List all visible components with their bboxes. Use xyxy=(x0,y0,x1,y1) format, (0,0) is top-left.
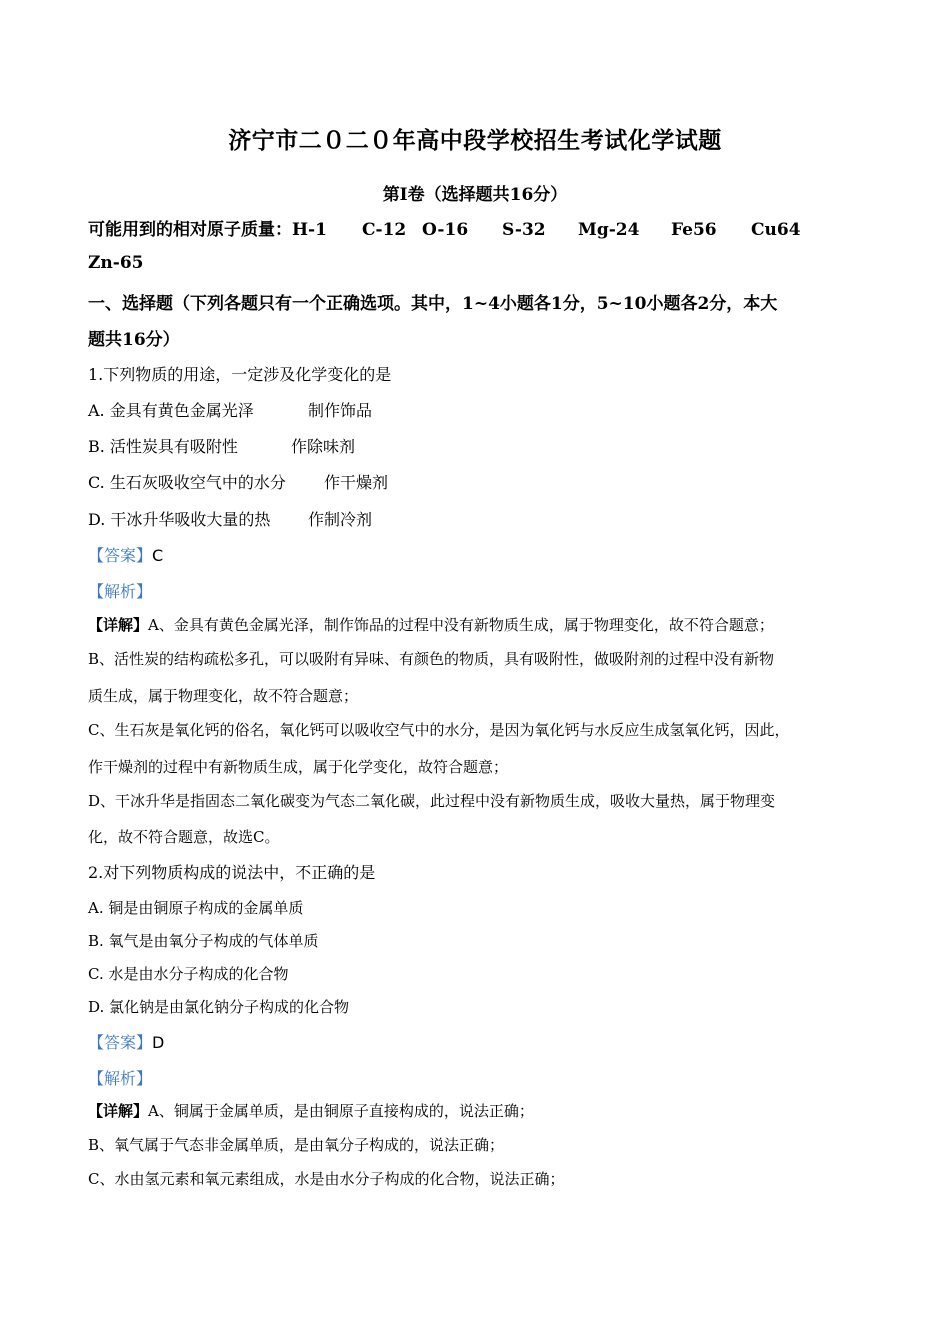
q2-option: C. 水是由水分子构成的化合物 xyxy=(88,965,289,983)
atomic-mass-item: S-32 xyxy=(502,220,546,240)
q2-option: B. 氧气是由氧分子构成的气体单质 xyxy=(88,932,319,950)
q1-option-use: 制作饰品 xyxy=(308,401,373,420)
q1-answer xyxy=(88,543,163,566)
detail-text: A、金具有黄色金属光泽，制作饰品的过程中没有新物质生成，属于物理变化，故不符合题意； xyxy=(148,616,774,634)
section-heading-line2: 题共16分） xyxy=(88,330,180,350)
q2-answer xyxy=(88,1030,164,1053)
q1-detail-line: D、干冰升华是指固态二氧化碳变为气态二氧化碳，此过程中没有新物质生成，吸收大量热，属于物理变 xyxy=(88,792,776,810)
atomic-mass-item: H-1 xyxy=(292,220,327,240)
q2-detail-line xyxy=(88,1100,534,1121)
section-subtitle: 第I卷（选择题共16分） xyxy=(382,185,568,205)
q1-detail-line xyxy=(88,614,774,635)
q2-option: A. 铜是由铜原子构成的金属单质 xyxy=(88,899,304,917)
q1-detail-line: 作干燥剂的过程中有新物质生成，属于化学变化，故符合题意； xyxy=(88,758,509,776)
q2-option: D. 氯化钠是由氯化钠分子构成的化合物 xyxy=(88,998,350,1016)
q1-detail-line: B、活性炭的结构疏松多孔，可以吸附有异味、有颜色的物质，具有吸附性，做吸附剂的过程中没有新物 xyxy=(88,650,775,668)
detail-label: 【详解】 xyxy=(88,1102,149,1120)
detail-text: A、铜属于金属单质，是由铜原子直接构成的，说法正确； xyxy=(148,1102,534,1120)
q1-option-use: 作制冷剂 xyxy=(308,510,373,529)
atomic-mass-item: Cu64 xyxy=(751,220,801,240)
q2-detail-line: C、水由氢元素和氧元素组成，水是由水分子构成的化合物，说法正确； xyxy=(88,1170,565,1188)
atomic-mass-item: O-16 xyxy=(422,220,469,240)
q1-option-property: D. 干冰升华吸收大量的热 xyxy=(88,510,271,529)
q1-analysis-label: 【解析】 xyxy=(88,582,153,601)
q2-detail-line: B、氧气属于气态非金属单质，是由氧分子构成的，说法正确； xyxy=(88,1136,505,1154)
answer-value: D xyxy=(152,1033,165,1052)
q2-stem: 2.对下列物质构成的说法中，不正确的是 xyxy=(88,863,376,882)
q1-detail-line: 质生成，属于物理变化，故不符合题意； xyxy=(88,687,359,705)
q1-option-property: C. 生石灰吸收空气中的水分 xyxy=(88,473,286,492)
answer-value: C xyxy=(152,546,164,565)
q1-option xyxy=(88,470,388,493)
exam-title: 济宁市二０二０年高中段学校招生考试化学试题 xyxy=(228,127,722,154)
q2-analysis-label: 【解析】 xyxy=(88,1069,153,1088)
atomic-mass-last: Zn-65 xyxy=(88,253,144,273)
q1-option-use: 作干燥剂 xyxy=(324,473,389,492)
q1-option-property: B. 活性炭具有吸附性 xyxy=(88,437,238,456)
q1-option-use: 作除味剂 xyxy=(291,437,356,456)
q1-option xyxy=(88,434,355,457)
q1-detail-line: 化，故不符合题意，故选C。 xyxy=(88,828,280,846)
q1-detail-line: C、生石灰是氧化钙的俗名，氧化钙可以吸收空气中的水分，是因为氧化钙与水反应生成氢氧化钙，因此， xyxy=(88,721,790,739)
atomic-mass-label: 可能用到的相对原子质量： xyxy=(88,220,292,240)
atomic-mass-line xyxy=(88,215,801,240)
answer-label: 【答案】 xyxy=(88,546,153,565)
section-heading-line1: 一、选择题（下列各题只有一个正确选项。其中，1~4小题各1分，5~10小题各2分，本大 xyxy=(88,294,778,314)
atomic-mass-item: C-12 xyxy=(362,220,407,240)
detail-label: 【详解】 xyxy=(88,616,149,634)
atomic-mass-item: Mg-24 xyxy=(578,220,640,240)
atomic-mass-item: Fe56 xyxy=(671,220,717,240)
q1-option-property: A. 金具有黄色金属光泽 xyxy=(88,401,254,420)
q1-stem: 1.下列物质的用途，一定涉及化学变化的是 xyxy=(88,365,392,384)
q1-option xyxy=(88,507,372,530)
q1-option xyxy=(88,398,372,421)
answer-label: 【答案】 xyxy=(88,1033,153,1052)
